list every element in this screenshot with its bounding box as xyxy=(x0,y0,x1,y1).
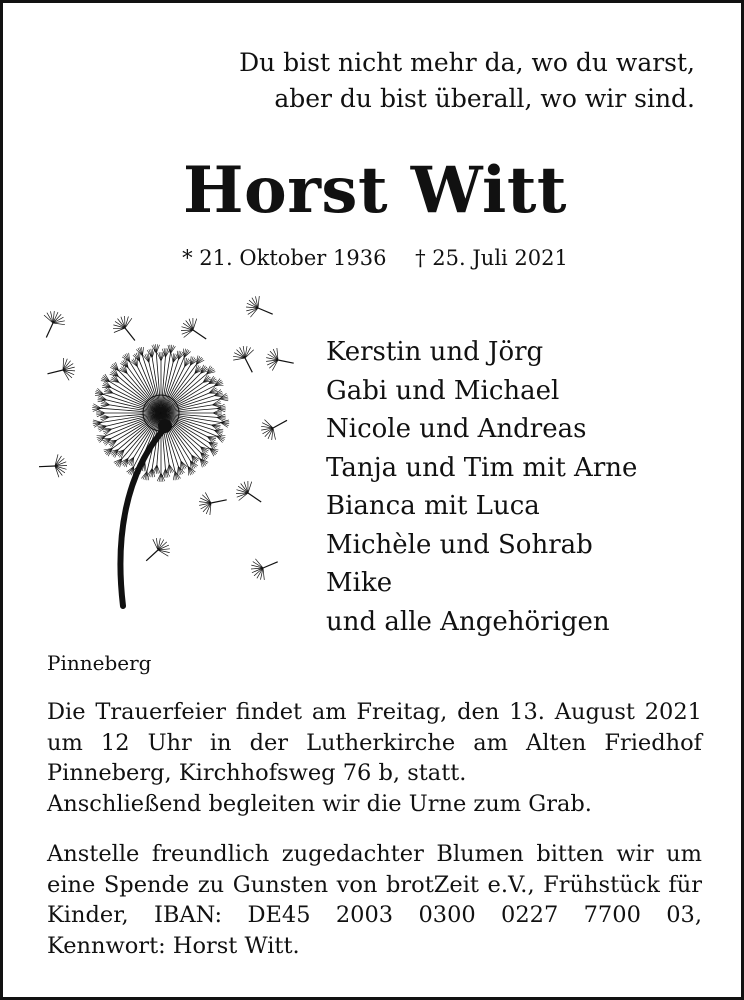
birth-date: * 21. Oktober 1936 xyxy=(182,246,387,270)
survivor-name: Mike xyxy=(326,568,393,598)
donation-line: eine Spende zu Gunsten von brotZeit e.V., Frühstück für xyxy=(47,871,702,898)
deceased-name: Horst Witt xyxy=(183,153,567,228)
ceremony-line: Anschließend begleiten wir die Urne zum Grab. xyxy=(47,790,592,817)
survivor-name: Nicole und Andreas xyxy=(326,414,587,444)
ceremony-line: Pinneberg, Kirchhofsweg 76 b, statt. xyxy=(47,760,467,786)
donation-notice xyxy=(47,839,702,961)
survivors-list xyxy=(326,333,637,641)
survivor-name: Bianca mit Luca xyxy=(326,491,540,521)
donation-line: Kinder, IBAN: DE45 2003 0300 0227 7700 03, xyxy=(47,902,702,928)
survivor-name: und alle Angehörigen xyxy=(326,606,610,637)
survivor-name: Michèle und Sohrab xyxy=(326,529,593,560)
donation-line: Anstelle freundlich zugedachter Blumen bitten wir um xyxy=(47,841,702,867)
motto-line: aber du bist überall, wo wir sind. xyxy=(274,84,695,113)
life-dates xyxy=(3,243,744,273)
survivor-name: Kerstin und Jörg xyxy=(326,337,544,367)
survivor-name: Tanja und Tim mit Arne xyxy=(326,452,638,483)
death-date: † 25. Juli 2021 xyxy=(415,246,568,270)
donation-line: Kennwort: Horst Witt. xyxy=(47,932,300,959)
survivor-name: Gabi und Michael xyxy=(326,375,560,406)
ceremony-line: um 12 Uhr in der Lutherkirche am Alten Friedhof xyxy=(47,729,702,756)
motto-line: Du bist nicht mehr da, wo du warst, xyxy=(239,48,695,77)
ceremony-notice xyxy=(47,697,702,819)
ceremony-line: Die Trauerfeier findet am Freitag, den 13. August 2021 xyxy=(47,699,702,725)
motto-quote xyxy=(239,45,695,117)
place-name: Pinneberg xyxy=(47,651,152,675)
dandelion-icon xyxy=(33,288,313,613)
